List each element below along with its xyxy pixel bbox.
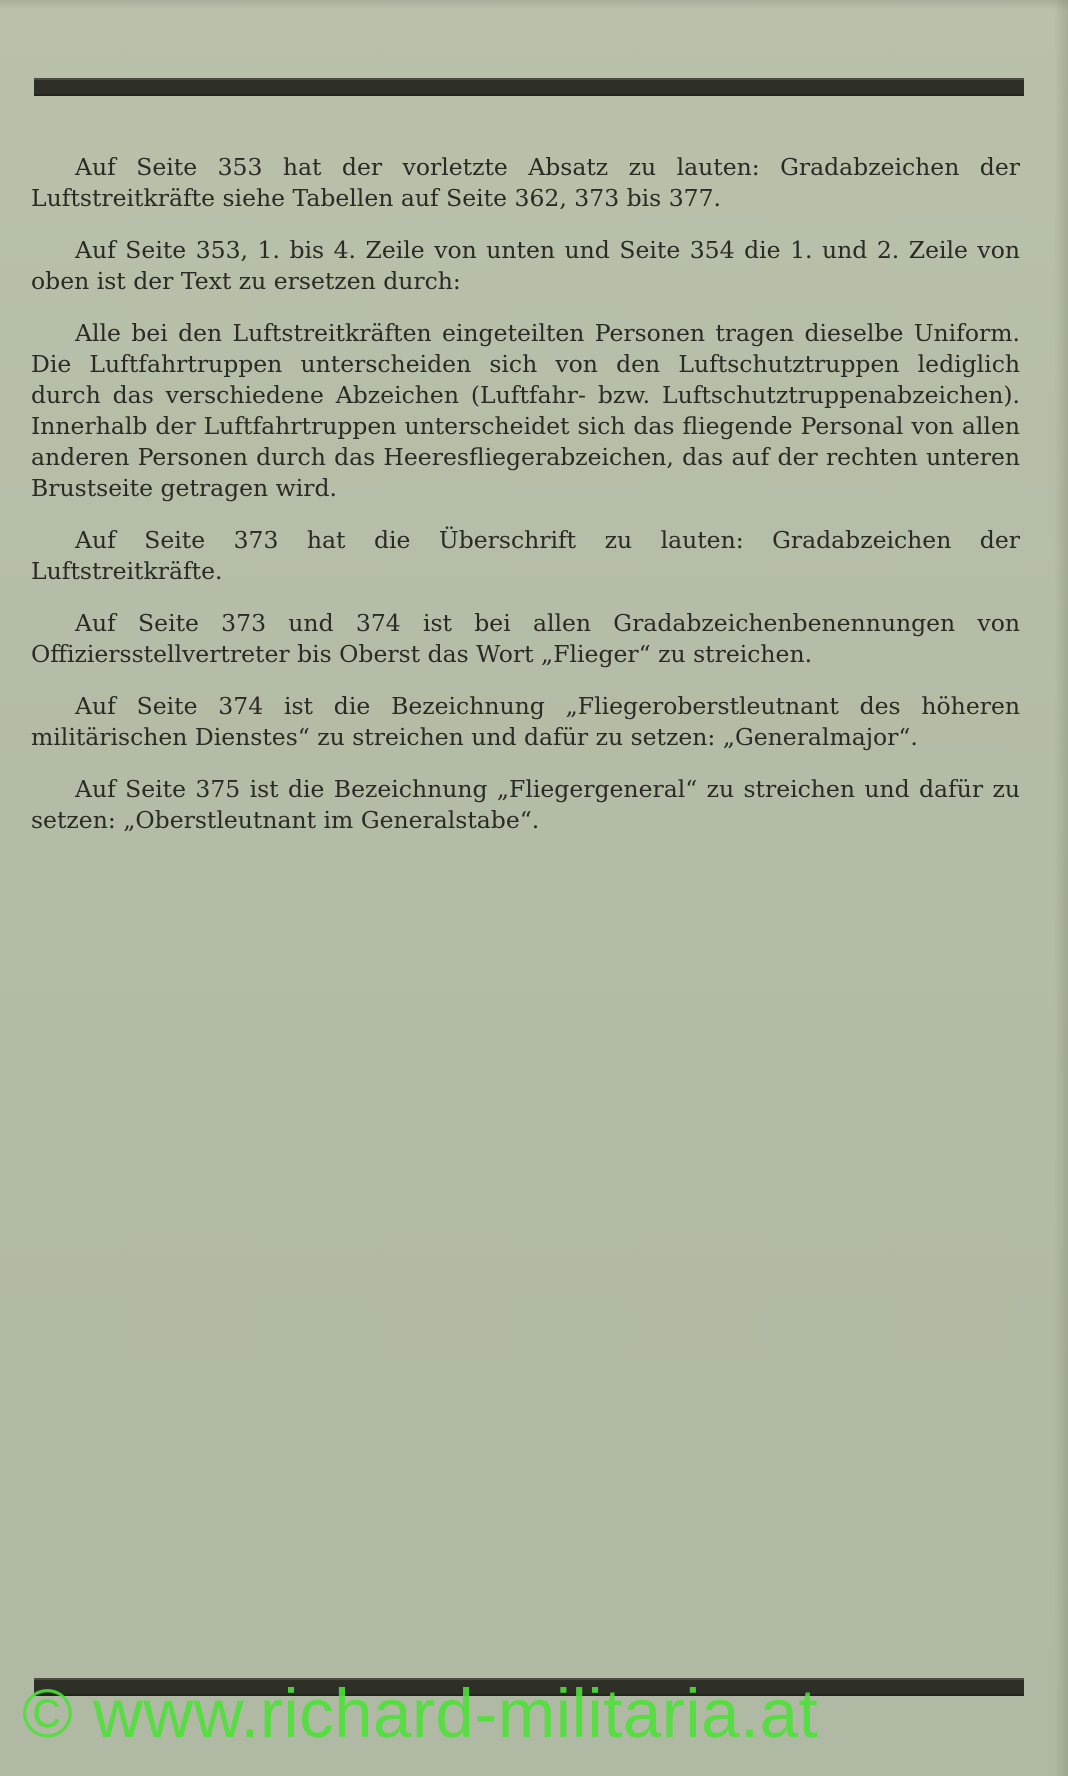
- paragraph-page-353-absatz: Auf Seite 353 hat der vorletzte Absatz zu lauten: Gradabzeichen der Luftstreitkräfte siehe Tabellen auf Seite 362, 373 bis 377.: [31, 153, 1020, 212]
- paper-right-edge: [1054, 0, 1068, 1776]
- paragraph-page-373-heading: Auf Seite 373 hat die Überschrift zu lauten: Gradabzeichen der Luftstreitkräfte.: [31, 526, 1020, 585]
- paper-top-edge: [0, 0, 1068, 10]
- correction-text-block: [31, 152, 1020, 836]
- copyright-watermark: © www.richard-militaria.at: [22, 1675, 819, 1752]
- paragraph-page-373-374-flieger: Auf Seite 373 und 374 ist bei allen Gradabzeichenbenennungen von Offiziersstellvertreter bis Oberst das Wort „Flieger“ zu streichen.: [31, 609, 1020, 668]
- paragraph-uniform-text: Alle bei den Luftstreitkräften eingeteilten Personen tragen dieselbe Uniform. Die Luftfahrtruppen unterscheiden sich von den Luftschutztruppen lediglich durch das verschiedene Abzeichen (Luftfahr- bzw. Luftschutztruppenabzeichen). Innerhalb der Luftfahrtruppen unterscheidet sich das fliegende Personal von allen anderen Personen durch das Heeresfliegerabzeichen, das auf der rechten unteren Brustseite getragen wird.: [31, 319, 1020, 502]
- paragraph-page-375-generalstab: Auf Seite 375 ist die Bezeichnung „Fliegergeneral“ zu streichen und dafür zu setzen: „Oberstleutnant im Generalstabe“.: [31, 775, 1020, 834]
- paragraph-page-374-generalmajor: Auf Seite 374 ist die Bezeichnung „Fliegeroberstleutnant des höheren militärischen Dienstes“ zu streichen und dafür zu setzen: „Generalmajor“.: [31, 692, 1020, 751]
- paragraph-page-353-354-replace: Auf Seite 353, 1. bis 4. Zeile von unten und Seite 354 die 1. und 2. Zeile von oben ist der Text zu ersetzen durch:: [31, 236, 1020, 295]
- top-decorative-rule: [34, 78, 1024, 96]
